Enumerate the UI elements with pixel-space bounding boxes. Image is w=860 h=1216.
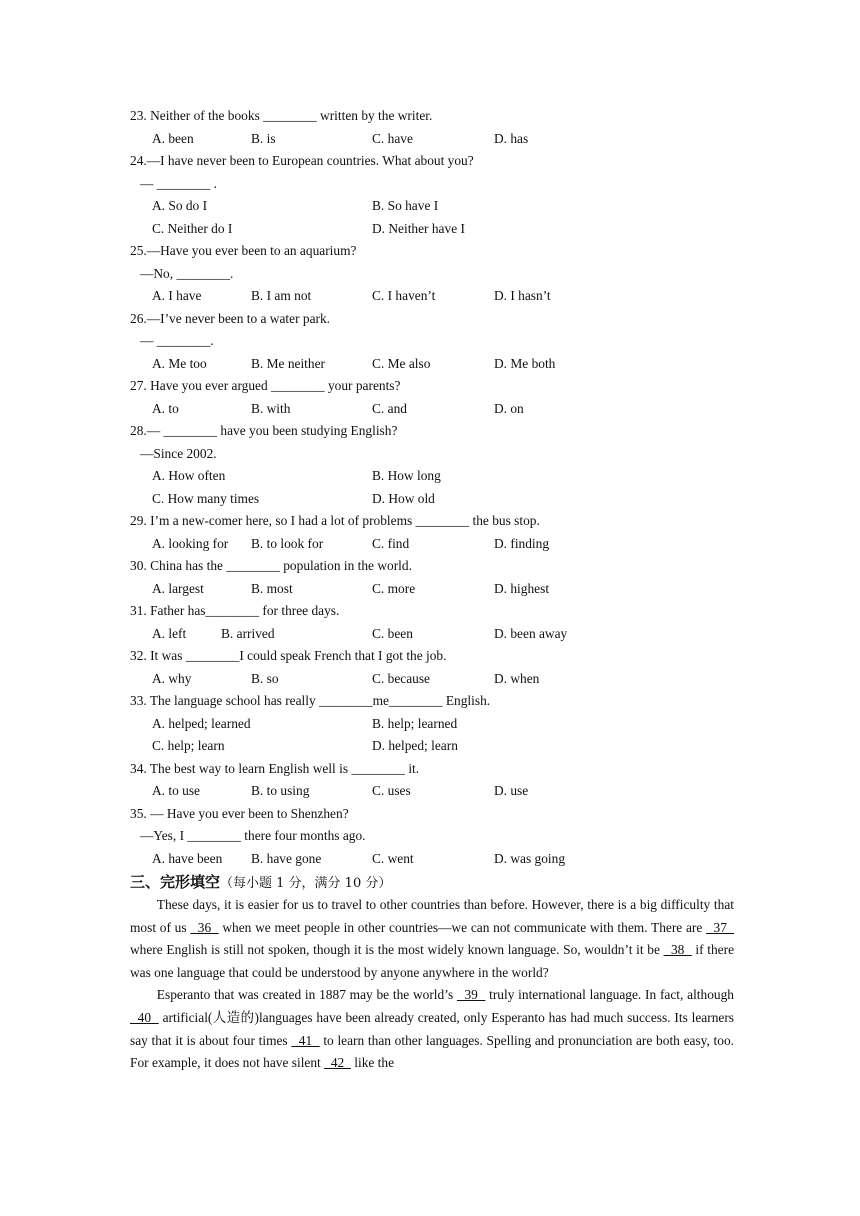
option-b: B. to using <box>251 783 310 798</box>
blank-37: 37 <box>706 919 734 935</box>
passage-text: when we meet people in other countries—we can not communicate with them. There are <box>218 919 707 935</box>
question-stem: 34. The best way to learn English well is ________ it. <box>130 760 420 776</box>
question-stem: 26.—I’ve never been to a water park. <box>130 310 331 326</box>
section-title: 三、完形填空 <box>130 873 221 891</box>
option-b: B. so <box>251 670 279 686</box>
option-c: C. find <box>372 535 410 551</box>
option-b: B. So have I <box>372 198 439 213</box>
option-d: D. been away <box>494 625 568 641</box>
option-a: A. to <box>152 400 179 416</box>
blank-42: 42 <box>324 1055 351 1071</box>
question-stem: 27. Have you ever argued ________ your parents? <box>130 378 401 393</box>
question-stem: 30. China has the ________ population in the world. <box>130 558 412 573</box>
option-b: B. How long <box>372 468 441 483</box>
options-row <box>130 488 734 511</box>
passage-text: These days, it is easier for us to travel to other countries than before. However, there is a big difficulty that most of us <box>130 897 734 935</box>
option-b: B. to look for <box>251 535 324 551</box>
option-a: A. looking for <box>152 535 229 551</box>
question-stem: 25.—Have you ever been to an aquarium? <box>130 243 357 258</box>
blank-36: 36 <box>190 919 219 935</box>
options-row <box>130 780 734 803</box>
options-row <box>130 668 734 691</box>
options-row <box>130 533 734 556</box>
option-d: D. use <box>494 783 529 798</box>
question-stem: 23. Neither of the books ________ written by the writer. <box>130 108 433 123</box>
options-row <box>130 623 734 646</box>
option-a: A. So do I <box>152 198 208 213</box>
option-b: B. help; learned <box>372 715 458 731</box>
options-row <box>130 578 734 601</box>
passage-text: truly international language. In fact, although <box>485 987 734 1003</box>
options-row <box>130 713 734 736</box>
option-a: A. How often <box>152 468 226 483</box>
section-heading <box>130 870 734 894</box>
passage-text: Esperanto that was created in 1887 may be the world’s <box>156 987 457 1003</box>
option-a: A. to use <box>152 783 200 798</box>
passage-paragraph-1 <box>130 894 734 984</box>
question-stem: 35. — Have you ever been to Shenzhen? <box>130 805 349 821</box>
options-row <box>130 848 734 871</box>
question-reply: — ________. <box>140 333 214 348</box>
option-c: C. How many times <box>152 490 260 506</box>
option-d: D. when <box>494 670 540 686</box>
option-c: C. went <box>372 850 414 866</box>
options-row <box>130 735 734 758</box>
section-note: （每小题 1 分，满分 10 分） <box>220 876 392 891</box>
option-d: D. I hasn’t <box>494 288 551 303</box>
option-d: D. Me both <box>494 355 556 371</box>
option-d: D. on <box>494 400 524 416</box>
options-row <box>130 353 734 376</box>
option-c: C. Me also <box>372 355 431 371</box>
question-reply: —Since 2002. <box>140 445 217 461</box>
option-b: B. is <box>251 130 276 146</box>
option-b: B. have gone <box>251 850 322 866</box>
option-a: A. been <box>152 130 194 146</box>
option-d: D. Neither have I <box>372 220 465 236</box>
option-c: C. because <box>372 670 431 686</box>
option-d: D. helped; learn <box>372 738 458 753</box>
option-a: A. largest <box>152 580 204 596</box>
passage-text: like the <box>350 1055 395 1071</box>
question-reply: —No, ________. <box>140 265 234 281</box>
question-stem: 29. I’m a new-comer here, so I had a lot of problems ________ the bus stop. <box>130 513 540 528</box>
options-row <box>130 218 734 241</box>
option-d: D. has <box>494 130 529 146</box>
option-c: C. I haven’t <box>372 288 436 303</box>
options-row <box>130 465 734 488</box>
option-c: C. uses <box>372 783 411 798</box>
options-row <box>130 285 734 308</box>
option-a: A. Me too <box>152 355 207 371</box>
question-reply: —Yes, I ________ there four months ago. <box>140 828 366 843</box>
blank-39: 39 <box>456 987 486 1003</box>
option-a: A. why <box>152 670 192 686</box>
passage-text: artificial(人造的)languages have been already created, only Esperanto has had much success. Its learners say that it is about four times <box>130 1009 735 1048</box>
question-stem: 28.— ________ have you been studying English? <box>130 423 398 438</box>
option-b: B. arrived <box>221 625 275 641</box>
option-c: C. and <box>372 400 407 416</box>
passage-text: to learn than other languages. Spelling and pronunciation are both easy, too. For example, it does not have silent <box>130 1032 735 1071</box>
options-row <box>130 398 734 421</box>
option-b: B. most <box>251 580 293 596</box>
question-stem: 31. Father has________ for three days. <box>130 603 340 618</box>
option-c: C. have <box>372 130 413 146</box>
question-stem: 24.—I have never been to European countries. What about you? <box>130 153 474 168</box>
option-d: D. highest <box>494 580 550 596</box>
passage-text: if there was one language that could be understood by anyone anywhere in the world? <box>130 942 735 980</box>
option-d: D. How old <box>372 490 435 506</box>
option-a: A. left <box>152 625 187 641</box>
option-a: A. have been <box>152 850 223 866</box>
option-d: D. was going <box>494 850 566 866</box>
option-c: C. Neither do I <box>152 220 233 236</box>
question-stem: 32. It was ________I could speak French that I got the job. <box>130 648 447 663</box>
option-b: B. I am not <box>251 288 312 303</box>
option-c: C. been <box>372 625 413 641</box>
option-c: C. help; learn <box>152 738 225 753</box>
blank-41: 41 <box>291 1032 320 1048</box>
blank-40: 40 <box>130 1009 159 1025</box>
passage-paragraph-2 <box>130 984 734 1074</box>
blank-38: 38 <box>663 942 692 958</box>
option-c: C. more <box>372 580 416 596</box>
option-a: A. helped; learned <box>152 715 251 731</box>
options-row <box>130 128 734 151</box>
question-stem: 33. The language school has really ________me________ English. <box>130 693 491 708</box>
question-reply: — ________ . <box>140 175 217 191</box>
passage-text: where English is still not spoken, though it is the most widely known language. So, wouldn’t it be <box>130 942 664 958</box>
option-d: D. finding <box>494 535 550 551</box>
option-b: B. Me neither <box>251 355 326 371</box>
option-b: B. with <box>251 400 291 416</box>
option-a: A. I have <box>152 288 202 303</box>
document-body <box>130 105 734 1075</box>
options-row <box>130 195 734 218</box>
